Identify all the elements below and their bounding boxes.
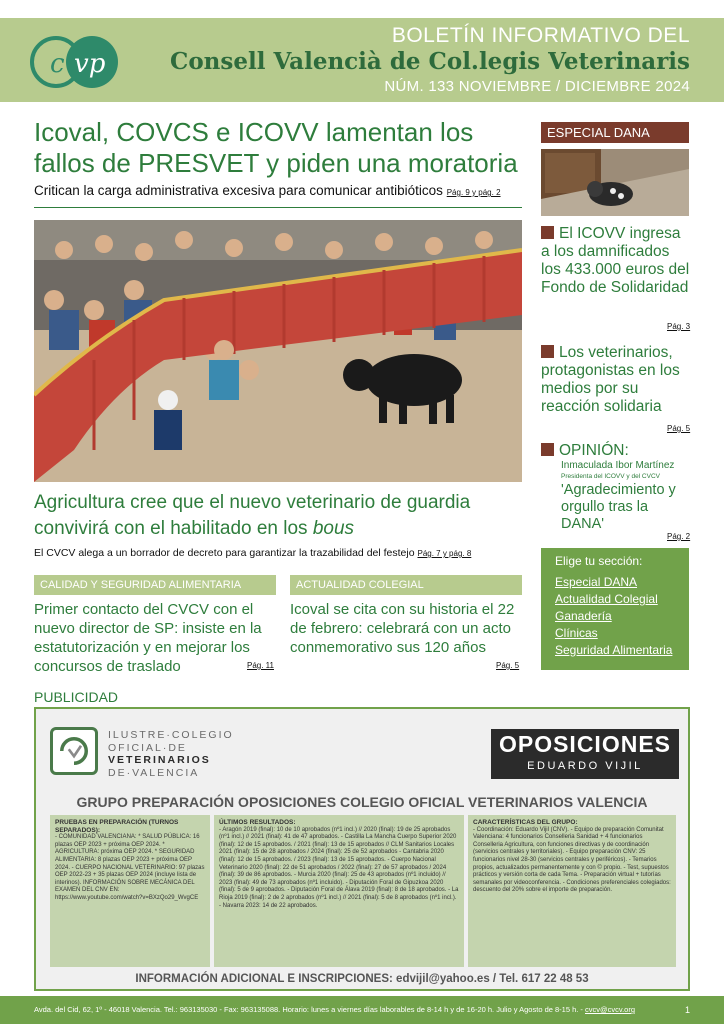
colegio-logo-icon bbox=[50, 727, 98, 775]
colegio-line: DE·VALENCIA bbox=[108, 766, 200, 779]
cvcv-logo bbox=[30, 32, 130, 92]
svg-text:c: c bbox=[50, 49, 65, 79]
agricultura-headline[interactable] bbox=[34, 490, 524, 542]
colegio-line: OFICIAL·DE bbox=[108, 741, 187, 754]
sidebar-story-icovv[interactable] bbox=[541, 225, 691, 297]
square-bullet-icon bbox=[541, 443, 554, 456]
ad-column-heading: CARACTERÍSTICAS DEL GRUPO: bbox=[473, 819, 578, 826]
agricultura-headline-emphasis: bous bbox=[312, 518, 355, 539]
colegio-line: ILUSTRE·COLEGIO bbox=[108, 729, 234, 741]
ad-column-body: - Aragón 2019 (final): 10 de 10 aprobados (nº1 incl.) // 2020 (final): 19 de 25 aprobados (nº1 incl.) // 2021 (final): 41 de 47 aprobados. - Castilla La Mancha Cuerpo Superior 2020 (final): 12 de 15 aprobados. / 2021 (final): 13 de 15 aprobados // CLM Sanitarios Locales 2021 (final): 15 de 28 aprobados / 2024 (final): 25 de 52 aprobados - Cantabria 2020 (final): 12 de 15 aprobados. / 2023 (final): 13 de 15 aprobados. - Cuerpo Nacional Veterinario 2020 (final): 22 de 51 aprobados / 2022 (final): 27 de 57 aprobados / 2024 (final): 39 de 86 aprobados. - Murcia 2020 (final): 25 de 43 aprobados (nº1 incluido) // 2023 (final): 49 de 73 aprobados (nº1 incluido). - Diputación Foral de Gipuzkoa 2020 (final): 5 de 9 aprobados. - Diputación Foral de Álava 2019 (final): 8 de 18 aprobados. - La Rioja 2019 (final): 2 de 2 aprobados (nº1 incl.) // 2021 (final): 5 de 8 aprobados (nº1 incl.). - Navarra 2023: 14 de 22 aprobados. bbox=[219, 826, 459, 909]
lead-subtitle bbox=[34, 183, 524, 198]
advertisement-oposiciones[interactable] bbox=[34, 707, 690, 991]
section-label-actualidad[interactable]: ACTUALIDAD COLEGIAL bbox=[290, 575, 522, 595]
footer-address: Avda. del Cid, 62, 1º - 46018 Valencia. Tel.: 963135030 - Fax: 963135088. Horario: lunes a viernes días laborables de 8-14 h y de 16-20 h. Julio y Agosto de 8-15 h. - bbox=[34, 1005, 586, 1014]
publisher-name: Consell Valencià de Col.legis Veterinaris bbox=[170, 48, 690, 75]
ad-column-resultados bbox=[214, 815, 464, 967]
colegio-line: VETERINARIOS bbox=[108, 754, 211, 766]
ad-title: GRUPO PREPARACIÓN OPOSICIONES COLEGIO OFICIAL VETERINARIOS VALENCIA bbox=[76, 794, 648, 810]
ad-contact-info[interactable]: INFORMACIÓN ADICIONAL E INSCRIPCIONES: edvijil@yahoo.es / Tel. 617 22 48 53 bbox=[135, 973, 589, 985]
actualidad-headline[interactable]: Icoval se cita con su historia el 22 de febrero: celebrará con un acto conmemorativo sus 120 años bbox=[290, 601, 515, 656]
section-link-dana[interactable]: Especial DANA bbox=[555, 575, 638, 589]
bulletin-label: BOLETÍN INFORMATIVO DEL bbox=[391, 24, 690, 47]
opinion-page-link[interactable]: Pág. 2 bbox=[667, 532, 691, 541]
agricultura-page-link[interactable]: Pág. 7 y pág. 8 bbox=[417, 549, 472, 558]
ad-column-heading: PRUEBAS EN PREPARACIÓN (TURNOS SEPARADOS): bbox=[55, 819, 179, 834]
special-dana-label[interactable]: ESPECIAL DANA bbox=[541, 122, 689, 143]
section-navigator-label: Elige tu sección: bbox=[555, 554, 643, 568]
brand-name: OPOSICIONES bbox=[498, 731, 672, 757]
oposiciones-brand bbox=[491, 729, 679, 779]
calidad-headline[interactable]: Primer contacto del CVCV con el nuevo director de SP: insiste en la estatutorización y en mejorar los concursos de traslado bbox=[34, 601, 262, 675]
section-label-calidad[interactable]: CALIDAD Y SEGURIDAD ALIMENTARIA bbox=[34, 575, 276, 595]
ad-column-pruebas bbox=[50, 815, 210, 967]
opinion-quote: 'Agradecimiento y orgullo tras la DANA' bbox=[561, 482, 676, 532]
section-link-seguridad[interactable]: Seguridad Alimentaria bbox=[555, 643, 673, 657]
page-number: 1 bbox=[684, 1005, 690, 1015]
bull-festival-photo bbox=[34, 220, 522, 482]
square-bullet-icon bbox=[541, 226, 554, 239]
section-link-clinicas[interactable]: Clínicas bbox=[555, 626, 598, 640]
calidad-page-link[interactable]: Pág. 11 bbox=[247, 661, 274, 670]
divider bbox=[34, 207, 522, 208]
section-navigator bbox=[541, 548, 689, 670]
issue-number: NÚM. 133 NOVIEMBRE / DICIEMBRE 2024 bbox=[384, 78, 690, 95]
opinion-author-role: Presidenta del ICOVV y del CVCV bbox=[561, 473, 660, 480]
colegio-name bbox=[108, 729, 234, 779]
ad-column-body: - Coordinación: Eduardo Vijil (CNV). - Equipo de preparación Comunitat Valenciana: 4 funcionarios Conselleria Sanidad + 4 funcionarios Conselleria Agricultura, con funciones directivas y de coordinación (servicios centrales y territoriales). - Equipo preparación CNV: 25 funcionarios nivel 28-30 (servicios centrales y periféricos). - Temarios propios, actualizados permanentemente y con © propio. - Test, supuestos prácticos y versión corta de cada Tema. - Preparación virtual + tutorías semanales por videoconferencia. - Condiciones preferenciales colegiados: descuento del 20% sobre el importe de preparación. bbox=[473, 826, 671, 894]
actualidad-page-link[interactable]: Pág. 5 bbox=[496, 661, 520, 670]
lead-subtitle-text: Critican la carga administrativa excesiva para comunicar antibióticos bbox=[34, 183, 443, 198]
dana-photo bbox=[541, 149, 689, 216]
footer-email-link[interactable]: cvcv@cvcv.org bbox=[585, 1005, 635, 1014]
advertising-label: PUBLICIDAD bbox=[34, 689, 119, 705]
section-link-ganaderia[interactable]: Ganadería bbox=[555, 609, 612, 623]
masthead bbox=[0, 18, 724, 102]
ad-column-heading: ÚLTIMOS RESULTADOS: bbox=[219, 819, 296, 826]
sidebar-media-page-link[interactable]: Pág. 5 bbox=[667, 424, 691, 433]
page-footer bbox=[0, 996, 724, 1024]
sidebar-story-media[interactable] bbox=[541, 344, 691, 416]
lead-headline[interactable]: Icoval, COVCS e ICOVV lamentan los fallos de PRESVET y piden una moratoria bbox=[34, 117, 518, 178]
opinion-author: Inmaculada Ibor Martínez bbox=[561, 460, 675, 471]
section-link-actualidad[interactable]: Actualidad Colegial bbox=[555, 592, 658, 606]
lead-page-link[interactable]: Pág. 9 y pág. 2 bbox=[446, 188, 501, 197]
agricultura-headline-text: Agricultura cree que el nuevo veterinario de guardia convivirá con el habilitado en los bbox=[34, 492, 471, 539]
opinion-label: OPINIÓN: bbox=[559, 442, 629, 459]
square-bullet-icon bbox=[541, 345, 554, 358]
agricultura-subtitle bbox=[34, 547, 524, 559]
svg-text:vp: vp bbox=[74, 49, 106, 79]
ad-column-caracteristicas bbox=[468, 815, 676, 967]
brand-owner: EDUARDO VIJIL bbox=[527, 760, 643, 772]
sidebar-icovv-page-link[interactable]: Pág. 3 bbox=[667, 322, 691, 331]
ad-column-body: - COMUNIDAD VALENCIANA: * SALUD PÚBLICA: 16 plazas OEP 2023 + próxima OEP 2024. * AGRICULTURA: próxima OEP 2024. * SEGURIDAD ALIMENTARIA: 8 plazas OEP 2023 + próxima OEP 2024. - CUERPO NACIONAL VETERINARIO: 97 plazas OEP 2022-23 + 35 plazas OEP 2024 (incluye lista de interinos). INFORMACIÓN SOBRE MECÁNICA DEL EXAMEN DEL CNV EN: https://www.youtube.com/watch?v=BXzQo29_WvgCE bbox=[55, 834, 205, 901]
agricultura-subtitle-text: El CVCV alega a un borrador de decreto para garantizar la trazabilidad del festejo bbox=[34, 547, 415, 559]
sidebar-opinion[interactable] bbox=[541, 442, 691, 533]
sidebar-story-icovv-text: El ICOVV ingresa a los damnificados los 433.000 euros del Fondo de Solidaridad bbox=[541, 225, 690, 296]
sidebar-story-media-text: Los veterinarios, protagonistas en los medios por su reacción solidaria bbox=[541, 344, 680, 415]
